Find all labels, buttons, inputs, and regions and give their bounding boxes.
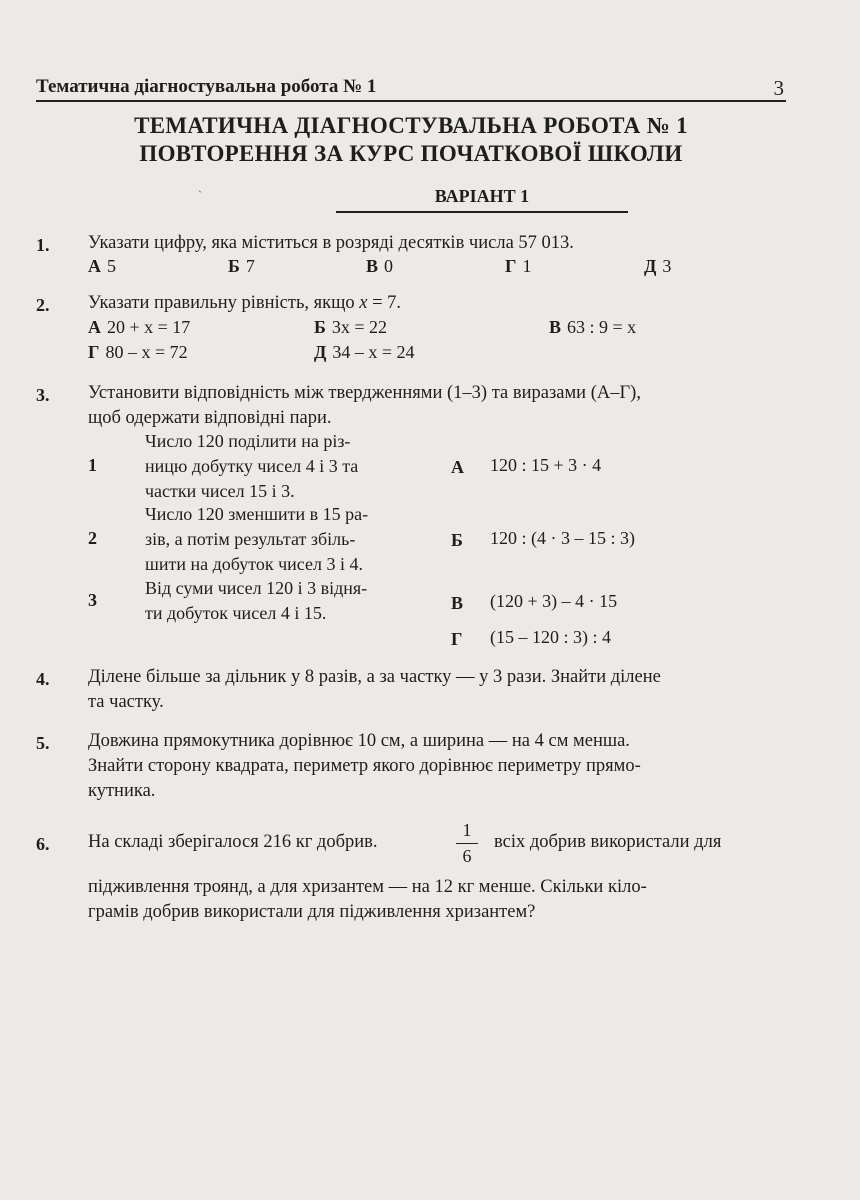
question-text-line-1: Ділене більше за дільник у 8 разів, а за частку — у 3 рази. Знайти ділене bbox=[88, 667, 661, 687]
fraction-numerator: 1 bbox=[456, 820, 478, 844]
option-value: 3x = 22 bbox=[331, 317, 388, 337]
question-text-line-2: та частку. bbox=[88, 692, 164, 712]
option-value: 5 bbox=[107, 256, 116, 276]
question-text: Указати цифру, яка міститься в розряді десятків числа 57 013. bbox=[88, 233, 574, 253]
option-value: 80 – x = 72 bbox=[105, 342, 188, 362]
statement-line: ти добуток чисел 4 і 15. bbox=[145, 603, 327, 623]
option-letter: Г bbox=[505, 256, 517, 276]
option-g bbox=[88, 342, 188, 363]
option-v bbox=[549, 317, 636, 338]
option-value: 63 : 9 = x bbox=[567, 317, 637, 337]
option-letter: Б bbox=[314, 317, 326, 337]
option-letter: А bbox=[88, 256, 101, 276]
option-letter: А bbox=[88, 317, 101, 337]
question-text-line-2: щоб одержати відповідні пари. bbox=[88, 408, 332, 428]
option-value: 7 bbox=[245, 256, 255, 276]
expression-letter: Г bbox=[451, 629, 463, 649]
statement-line: частки чисел 15 і 3. bbox=[145, 481, 295, 501]
statement-line: ницю добутку чисел 4 і 3 та bbox=[145, 456, 359, 476]
page-title-line-2: ПОВТОРЕННЯ ЗА КУРС ПОЧАТКОВОЇ ШКОЛИ bbox=[139, 141, 683, 166]
page-title-line-1: ТЕМАТИЧНА ДІАГНОСТУВАЛЬНА РОБОТА № 1 bbox=[134, 113, 688, 138]
option-value: 34 – x = 24 bbox=[332, 342, 415, 362]
question-number: 3. bbox=[36, 385, 50, 405]
running-header bbox=[36, 76, 786, 102]
option-letter: Г bbox=[88, 342, 100, 362]
option-b bbox=[228, 256, 255, 277]
option-a bbox=[88, 317, 190, 338]
question-number: 6. bbox=[36, 834, 50, 854]
statement-line: Від суми чисел 120 і 3 відня- bbox=[145, 578, 368, 598]
question-text-line-3: грамів добрив використали для підживлення хризантем? bbox=[88, 902, 536, 922]
option-value: 3 bbox=[662, 256, 672, 276]
question-text-part-1: На складі зберігалося 216 кг добрив. bbox=[88, 832, 378, 852]
expression: 120 : (4 · 3 – 15 : 3) bbox=[490, 528, 635, 548]
expression-letter: Б bbox=[451, 530, 463, 550]
option-b bbox=[314, 317, 387, 338]
question-text-suffix: = 7. bbox=[367, 293, 402, 313]
print-speck: ˋ bbox=[198, 188, 202, 202]
expression: (120 + 3) – 4 · 15 bbox=[490, 591, 618, 611]
option-a bbox=[88, 256, 116, 277]
question-number: 5. bbox=[36, 733, 50, 753]
option-letter: Д bbox=[644, 256, 657, 276]
expression-letter: А bbox=[451, 457, 464, 477]
page-number: 3 bbox=[773, 76, 784, 100]
question-number: 1. bbox=[36, 235, 50, 255]
option-d bbox=[644, 256, 671, 277]
question-text-part-2: всіх добрив використали для bbox=[494, 832, 722, 852]
question-text-line-3: кутника. bbox=[88, 781, 156, 801]
expression-letter: В bbox=[451, 593, 464, 613]
expression: 120 : 15 + 3 · 4 bbox=[490, 455, 602, 475]
question-text bbox=[88, 291, 778, 316]
statement-number: 1 bbox=[88, 455, 97, 475]
option-letter: В bbox=[549, 317, 562, 337]
variant-heading: ВАРІАНТ 1 bbox=[336, 186, 628, 213]
statement-line: Число 120 зменшити в 15 ра- bbox=[145, 504, 369, 524]
question-number: 4. bbox=[36, 669, 50, 689]
question-text-prefix: Указати правильну рівність, якщо bbox=[88, 293, 360, 313]
option-letter: В bbox=[366, 256, 379, 276]
option-letter: Б bbox=[228, 256, 240, 276]
running-header-title: Тематична діагностувальна робота № 1 bbox=[36, 76, 377, 97]
expression: (15 – 120 : 3) : 4 bbox=[490, 627, 611, 647]
statement-line: зів, а потім результат збіль- bbox=[145, 529, 356, 549]
fraction-denominator: 6 bbox=[462, 846, 472, 866]
option-d bbox=[314, 342, 415, 363]
variable-x: x bbox=[359, 293, 368, 313]
option-g bbox=[505, 256, 531, 277]
question-text-line-1: Довжина прямокутника дорівнює 10 см, а ширина — на 4 см менша. bbox=[88, 731, 630, 751]
option-value: 20 + x = 17 bbox=[107, 317, 191, 337]
question-text-line-1: Установити відповідність між твердженнями (1–3) та виразами (А–Г), bbox=[88, 383, 641, 403]
question-number: 2. bbox=[36, 295, 50, 315]
question-text-line-2: Знайти сторону квадрата, периметр якого дорівнює периметру прямо- bbox=[88, 756, 641, 776]
option-value: 1 bbox=[522, 256, 532, 276]
option-letter: Д bbox=[314, 342, 327, 362]
option-v bbox=[366, 256, 393, 277]
option-value: 0 bbox=[384, 256, 394, 276]
statement-number: 2 bbox=[88, 528, 97, 548]
statement-line: шити на добуток чисел 3 і 4. bbox=[145, 554, 363, 574]
question-text-line-2: підживлення троянд, а для хризантем — на 12 кг менше. Скільки кіло- bbox=[88, 877, 647, 897]
statement-number: 3 bbox=[88, 590, 97, 610]
statement-line: Число 120 поділити на різ- bbox=[145, 431, 351, 451]
fraction-one-sixth bbox=[456, 820, 478, 867]
